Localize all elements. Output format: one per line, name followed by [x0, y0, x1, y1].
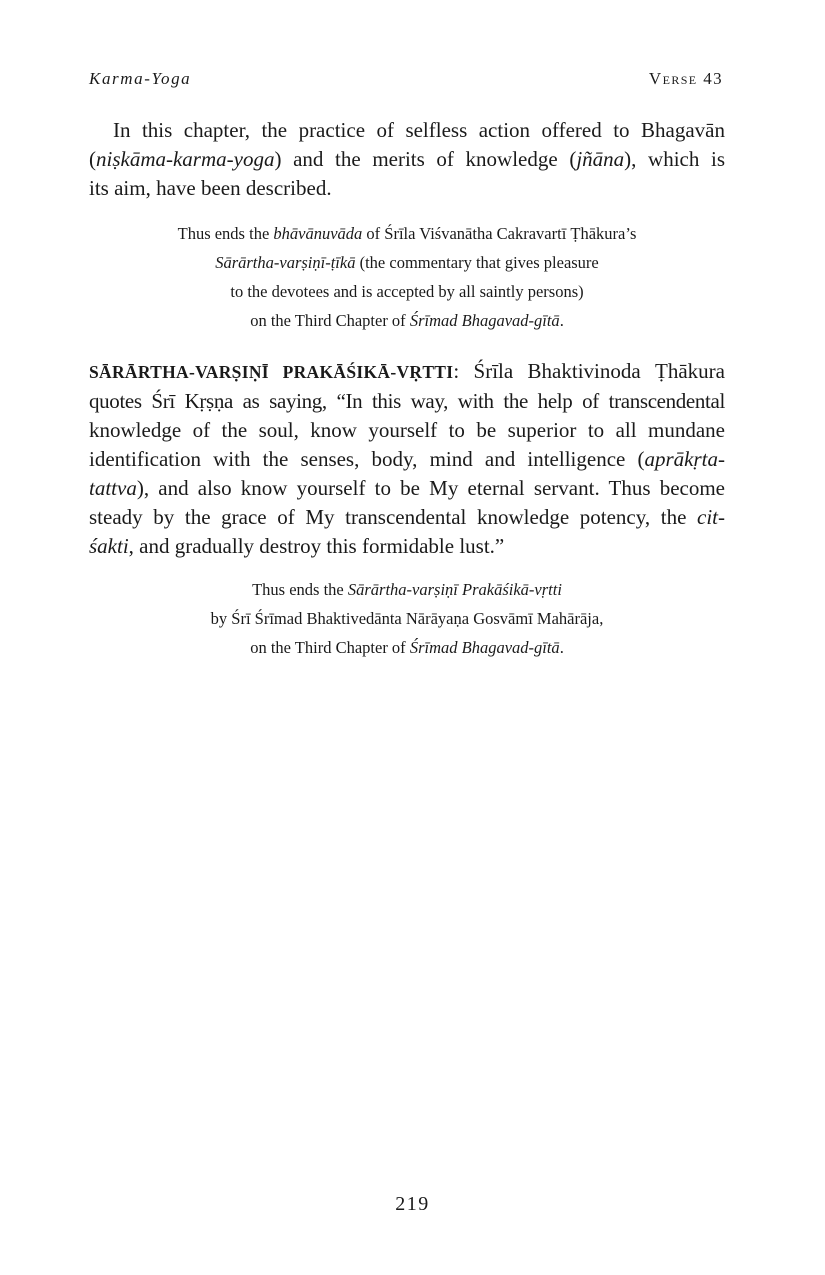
vrtti-line-4: [89, 445, 725, 474]
vrtti-term: tattva: [89, 476, 137, 500]
colophon-text: Thus ends the: [252, 580, 348, 599]
vrtti-line-7: [89, 532, 725, 561]
colophon-line: [89, 633, 725, 662]
vrtti-line-1: [89, 357, 725, 387]
intro-line-1: In this chapter, the practice of selfless action offered to Bhagavān: [113, 118, 725, 142]
intro-term: jñāna: [576, 147, 625, 171]
colophon-term: Sārārtha-varṣiṇī-ṭīkā: [215, 253, 356, 272]
vrtti-text: , and gradually destroy this formidable lust.”: [128, 534, 505, 558]
verse-label: Verse: [648, 69, 698, 88]
colophon-text: Thus ends the: [177, 224, 274, 243]
vrtti-text: ), and also know yourself to be My eternal servant. Thus become: [136, 476, 725, 500]
colophon-line: [89, 248, 725, 277]
running-head: [89, 69, 723, 93]
intro-text: ) and the merits of knowledge (: [274, 147, 577, 171]
intro-term: niṣkāma-karma-yoga: [96, 147, 275, 171]
intro-text: ), which is: [624, 147, 725, 171]
page-number: 219: [395, 1193, 430, 1215]
colophon-vrtti: [89, 575, 725, 662]
colophon-tika: [89, 219, 725, 335]
vrtti-term: aprākṛta-: [644, 447, 725, 471]
colophon-text: .: [559, 311, 564, 330]
vrtti-line-2: quotes Śrī Kṛṣṇa as saying, “In this way, with the help of transcendental: [89, 389, 725, 413]
colophon-text: on the Third Chapter of: [250, 638, 410, 657]
colophon-line: [89, 306, 725, 335]
colophon-line: by Śrī Śrīmad Bhaktivedānta Nārāyaṇa Gosvāmī Mahārāja,: [210, 609, 604, 628]
verse-number: 43: [703, 69, 723, 88]
vrtti-text: identification with the senses, body, mind and intelligence (: [89, 447, 645, 471]
intro-text: (: [89, 147, 96, 171]
colophon-text: on the Third Chapter of: [250, 311, 410, 330]
running-head-verse: [649, 69, 723, 89]
colophon-term: Śrīmad Bhagavad-gītā: [409, 638, 560, 657]
vrtti-line-3: knowledge of the soul, know yourself to be superior to all mundane: [89, 418, 725, 442]
colophon-term: Śrīmad Bhagavad-gītā: [409, 311, 560, 330]
colophon-text: (the commentary that gives pleasure: [355, 253, 599, 272]
intro-line-3: its aim, have been described.: [89, 176, 332, 200]
vrtti-paragraph: [89, 357, 725, 561]
vrtti-line-5: [89, 474, 725, 503]
intro-line-2: [89, 145, 725, 174]
vrtti-term: cit-: [697, 505, 725, 529]
colophon-term: bhāvānuvāda: [273, 224, 363, 243]
vrtti-line-6: [89, 503, 725, 532]
colophon-text: .: [559, 638, 564, 657]
colophon-line: [89, 575, 725, 604]
vrtti-text: : Śrīla Bhaktivinoda Ṭhākura: [453, 359, 725, 383]
colophon-line: to the devotees and is accepted by all saintly persons): [230, 282, 584, 301]
vrtti-text: steady by the grace of My transcendental knowledge potency, the: [89, 505, 698, 529]
running-head-title: Karma-Yoga: [89, 69, 192, 88]
vrtti-heading: SĀRĀRTHA-VARṢIṆĪ PRAKĀŚIKĀ-VṚTTI: [89, 362, 454, 382]
vrtti-term: śakti: [89, 534, 129, 558]
intro-paragraph: [89, 116, 725, 203]
colophon-term: Sārārtha-varṣiṇī Prakāśikā-vṛtti: [347, 580, 562, 599]
colophon-line: [89, 219, 725, 248]
colophon-text: of Śrīla Viśvanātha Cakravartī Ṭhākura’s: [362, 224, 637, 243]
